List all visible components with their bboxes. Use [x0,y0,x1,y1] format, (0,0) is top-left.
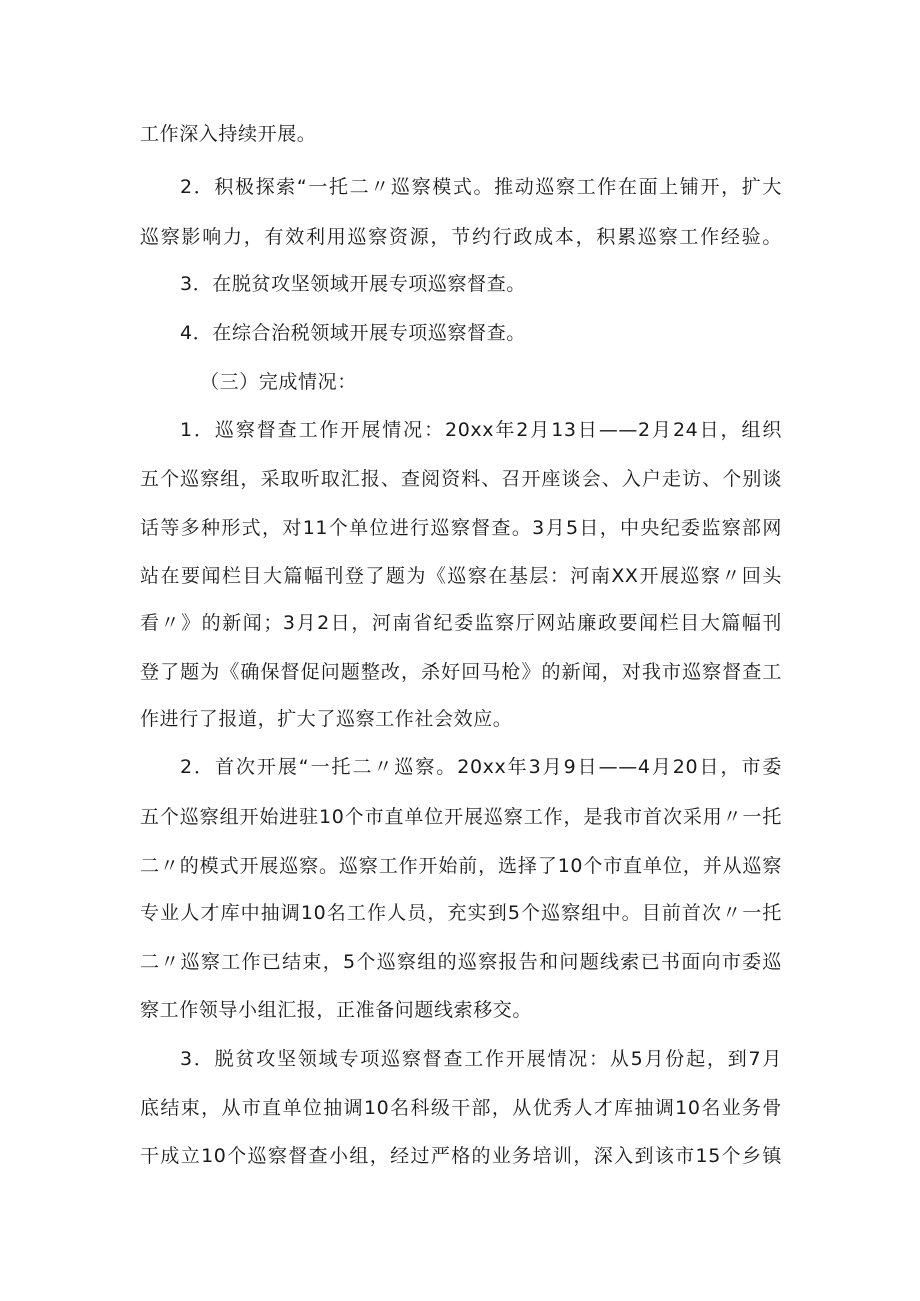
text-line: 五个巡察组开始进驻10个市直单位开展巡察工作，是我市首次采用〃一托 [140,806,782,828]
text-line: 五个巡察组，采取听取汇报、查阅资料、召开座谈会、入户走访、个别谈 [140,468,782,490]
text-line: 3．在脱贫攻坚领域开展专项巡察督查。 [180,273,526,295]
text-line: 登了题为《确保督促问题整改，杀好回马枪》的新闻，对我市巡察督查工 [140,661,782,683]
text-line: 站在要闻栏目大篇幅刊登了题为《巡察在基层：河南XX开展巡察〃回头 [140,565,782,587]
text-line: 察工作领导小组汇报，正准备问题线索移交。 [140,999,533,1021]
text-line: 作进行了报道，扩大了巡察工作社会效应。 [140,708,513,730]
text-line: 2．积极探索“一托二〃巡察模式。推动巡察工作在面上铺开，扩大 [180,176,782,198]
text-line: 巡察影响力，有效利用巡察资源，节约行政成本，积累巡察工作经验。 [140,226,782,248]
section-heading: （三）完成情况： [200,371,357,393]
text-line: 专业人才库中抽调10名工作人员，充实到5个巡察组中。目前首次〃一托 [140,902,782,924]
text-line: 二〃巡察工作已结束，5个巡察组的巡察报告和问题线索已书面向市委巡 [140,951,782,973]
text-line: 3．脱贫攻坚领域专项巡察督查工作开展情况：从5月份起，到7月 [180,1048,782,1070]
text-line: 4．在综合治税领域开展专项巡察督查。 [180,322,526,344]
text-line: 看〃》的新闻；3月2日，河南省纪委监察厅网站廉政要闻栏目大篇幅刊 [140,612,782,634]
text-line: 二〃的模式开展巡察。巡察工作开始前，选择了10个市直单位，并从巡察 [140,855,782,877]
text-line: 干成立10个巡察督查小组，经过严格的业务培训，深入到该市15个乡镇 [140,1145,782,1167]
text-line: 2．首次开展“一托二〃巡察。20xx年3月9日——4月20日，市委 [180,756,782,778]
text-line: 底结束，从市直单位抽调10名科级干部，从优秀人才库抽调10名业务骨 [140,1097,782,1119]
text-line: 1．巡察督查工作开展情况：20xx年2月13日——2月24日，组织 [180,419,782,441]
text-line: 话等多种形式，对11个单位进行巡察督查。3月5日，中央纪委监察部网 [140,517,782,539]
text-line: 工作深入持续开展。 [140,123,317,145]
